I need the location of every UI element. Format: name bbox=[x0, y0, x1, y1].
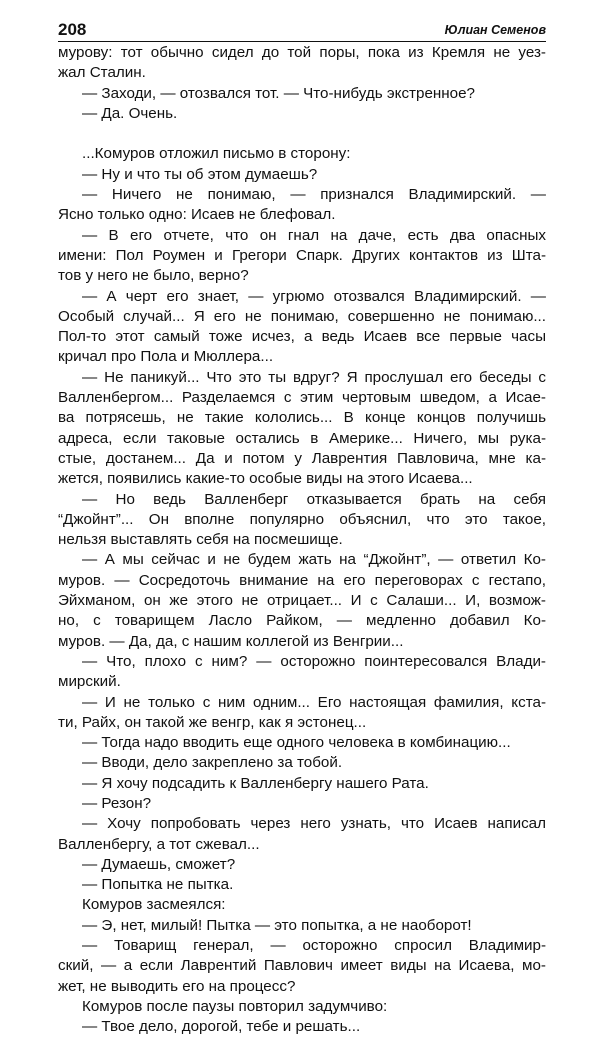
text-line: кричал про Пола и Мюллера... bbox=[58, 348, 274, 366]
text-line: стые, достанем... Да и потом у Лаврентия Павловича, мне ка- bbox=[58, 449, 546, 467]
text-line: ти, Райх, он такой же венгр, как я эстонец... bbox=[58, 713, 367, 731]
text-line: жет, не выводить его на процесс? bbox=[58, 977, 296, 995]
text-line: — Да. Очень. bbox=[82, 104, 178, 122]
page-header bbox=[58, 20, 546, 42]
text-line: — Тогда надо вводить еще одного человека в комбинацию... bbox=[82, 734, 511, 752]
text-line: Комуров после паузы повторил задумчиво: bbox=[82, 997, 388, 1015]
text-line: муров. — Сосредоточь внимание на его переговорах с гестапо, bbox=[58, 571, 546, 589]
text-line: — Твое дело, дорогой, тебе и решать... bbox=[82, 1018, 361, 1036]
text-line: — Вводи, дело закреплено за тобой. bbox=[82, 754, 343, 772]
text-line: Комуров засмеялся: bbox=[82, 896, 226, 914]
text-line: — Товарищ генерал, — осторожно спросил Владимир- bbox=[82, 937, 546, 955]
header-rule bbox=[58, 41, 546, 42]
text-line: мурову: тот обычно сидел до той поры, пока из Кремля не уез- bbox=[58, 44, 546, 61]
page-number: 208 bbox=[58, 20, 87, 39]
text-line: Особый случай... Я его не понимаю, совершенно не понимаю... bbox=[58, 307, 546, 325]
text-line: — Ничего не понимаю, — признался Владимирский. — bbox=[82, 186, 546, 204]
running-head-author: Юлиан Семенов bbox=[444, 23, 546, 37]
text-line: Валленбергом... Разделаемся с этим чертовым шведом, а Исае- bbox=[58, 389, 546, 407]
text-line: “Джойнт”... Он вполне популярно объяснил, что это такое, bbox=[58, 510, 546, 528]
text-line: мирский. bbox=[58, 673, 121, 691]
text-line: — Я хочу подсадить к Валленбергу нашего Рата. bbox=[82, 774, 429, 792]
text-line: — Попытка не пытка. bbox=[82, 876, 234, 894]
text-line: нельзя выставлять себя на посмешище. bbox=[58, 531, 343, 549]
text-line: — Заходи, — отозвался тот. — Что-нибудь экстренное? bbox=[82, 84, 476, 102]
text-line: — Думаешь, сможет? bbox=[82, 855, 236, 873]
text-line: — Но ведь Валленберг отказывается брать на себя bbox=[82, 490, 546, 508]
text-line: — В его отчете, что он гнал на даче, есть два опасных bbox=[82, 226, 546, 244]
text-line: ский, — а если Лаврентий Павлович имеет виды на Исаева, мо- bbox=[58, 957, 546, 975]
text-line: — Что, плохо с ним? — осторожно поинтересовался Влади- bbox=[82, 652, 546, 670]
text-line: — Э, нет, милый! Пытка — это попытка, а не наоборот! bbox=[82, 916, 472, 934]
text-line: ва потрясешь, не такие кололись... В конце концов получишь bbox=[58, 409, 546, 427]
text-body bbox=[58, 43, 546, 1038]
text-line: жал Сталин. bbox=[58, 64, 146, 82]
text-line: — Резон? bbox=[82, 794, 152, 812]
text-line: Ясно только одно: Исаев не блефовал. bbox=[58, 206, 336, 224]
text-line: — Хочу попробовать через него узнать, что Исаев написал bbox=[82, 815, 546, 833]
text-line: но, с товарищем Ласло Райком, — медленно добавил Ко- bbox=[58, 612, 546, 630]
text-line: имени: Пол Роумен и Грегори Спарк. Других контактов из Шта- bbox=[58, 246, 546, 264]
text-line: Эйхманом, он же этого не отрицает... И с Салаши... И, возмож- bbox=[58, 592, 546, 610]
text-line: — Ну и что ты об этом думаешь? bbox=[82, 165, 318, 183]
text-line: — А черт его знает, — угрюмо отозвался Владимирский. — bbox=[82, 287, 546, 305]
text-line: — А мы сейчас и не будем жать на “Джойнт”, — ответил Ко- bbox=[82, 551, 546, 569]
text-line: жется, появились какие-то особые виды на этого Исаева... bbox=[58, 470, 473, 488]
text-line: Валленбергу, а тот сжевал... bbox=[58, 835, 260, 853]
text-line: ...Комуров отложил письмо в сторону: bbox=[82, 145, 351, 163]
text-line: — Не паникуй... Что это ты вдруг? Я прослушал его беседы с bbox=[82, 368, 546, 386]
text-line: тов у него не было, верно? bbox=[58, 267, 249, 285]
text-line: муров. — Да, да, с нашим коллегой из Венгрии... bbox=[58, 632, 404, 650]
text-line: Пол-то этот самый тоже исчез, а ведь Исаев все первые часы bbox=[58, 328, 546, 346]
text-line: — И не только с ним одним... Его настоящая фамилия, кста- bbox=[82, 693, 546, 711]
text-line: адреса, если таковые остались в Америке... Ничего, мы рука- bbox=[58, 429, 546, 447]
